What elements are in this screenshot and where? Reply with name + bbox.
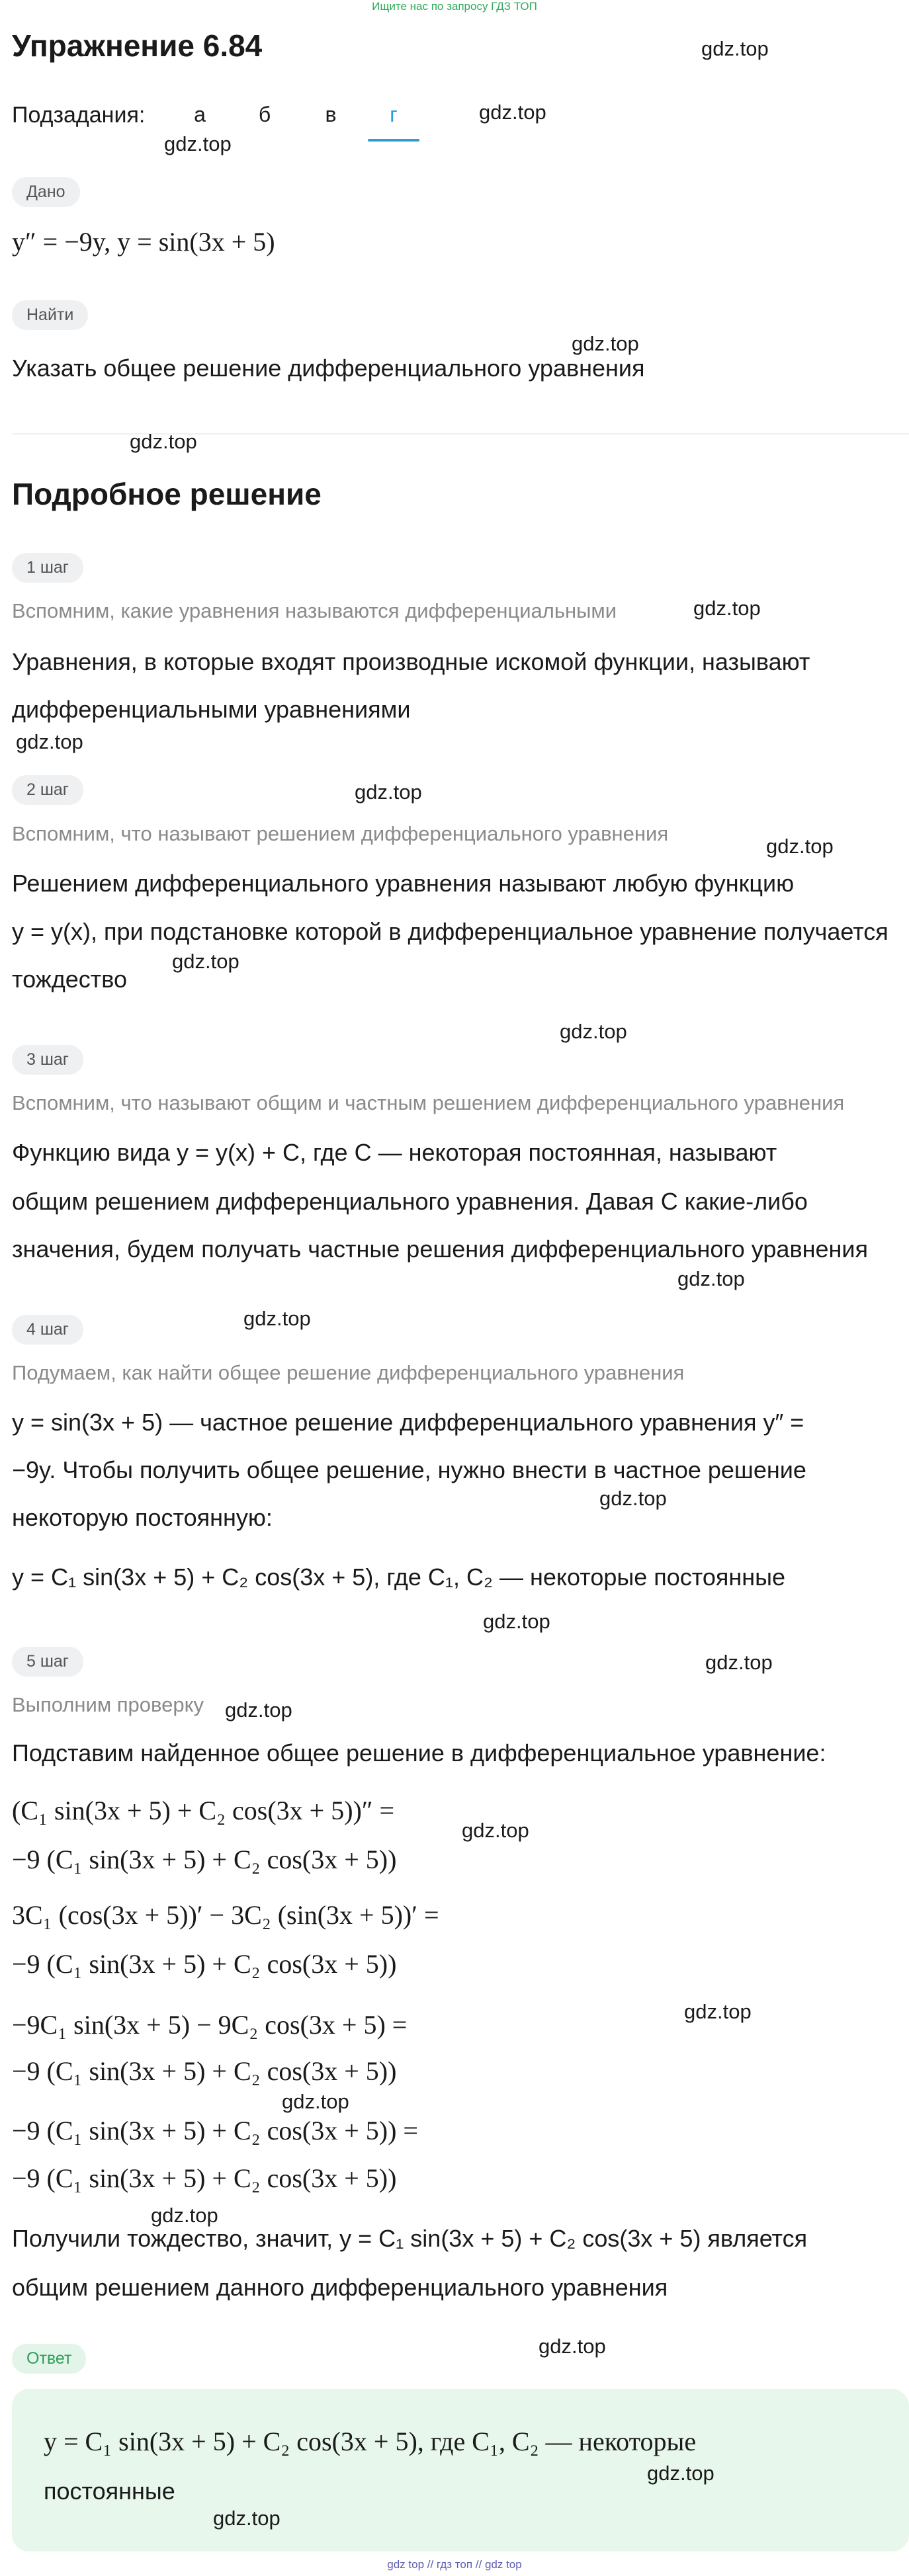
tab-a[interactable]: а [194, 103, 206, 126]
step-3-line: Функцию вида y = y(x) + C, где C — некоторая постоянная, называют [12, 1139, 777, 1166]
tab-v[interactable]: в [325, 103, 337, 126]
step-4-chip: 4 шаг [12, 1315, 83, 1345]
watermark: gdz.top [647, 2462, 714, 2485]
step-2-line: тождество [12, 966, 128, 993]
equation-line: −9 (C₁ sin(3x + 5) + C₂ cos(3x + 5)) = [12, 2116, 418, 2145]
step-1-line: дифференциальными уравнениями [12, 696, 411, 723]
step-4-hint: Подумаем, как найти общее решение дифференциального уравнения [12, 1361, 685, 1384]
watermark: gdz.top [599, 1487, 667, 1510]
equation-line: 3C₁ (cos(3x + 5))′ − 3C₂ (sin(3x + 5))′ = [12, 1900, 439, 1930]
watermark: gdz.top [483, 1610, 550, 1633]
active-tab-indicator [368, 139, 419, 142]
watermark: gdz.top [355, 780, 422, 804]
watermark: gdz.top [572, 332, 639, 355]
answer-line: y = C₁ sin(3x + 5) + C₂ cos(3x + 5), где C₁, C₂ — некоторые [44, 2427, 697, 2456]
step-2-hint: Вспомним, что называют решением дифференциального уравнения [12, 822, 669, 845]
find-chip: Найти [12, 300, 88, 330]
equation-line: −9 (C₁ sin(3x + 5) + C₂ cos(3x + 5)) [12, 1949, 397, 1979]
step-3-hint: Вспомним, что называют общим и частным решением дифференциального уравнения [12, 1091, 845, 1114]
tab-g[interactable]: г [390, 103, 398, 126]
step-4-line: некоторую постоянную: [12, 1504, 273, 1531]
top-banner: Ищите нас по запросу ГДЗ ТОП [372, 0, 537, 13]
watermark: gdz.top [151, 2204, 218, 2227]
watermark: gdz.top [693, 597, 761, 620]
watermark: gdz.top [462, 1819, 529, 1842]
step-2-line: Решением дифференциального уравнения называют любую функцию [12, 870, 795, 897]
find-text: Указать общее решение дифференциального уравнения [12, 354, 645, 382]
step-1-line: Уравнения, в которые входят производные искомой функции, называют [12, 648, 810, 675]
watermark: gdz.top [479, 101, 546, 124]
answer-chip: Ответ [12, 2344, 86, 2374]
watermark: gdz.top [16, 730, 83, 753]
equation-line: −9 (C₁ sin(3x + 5) + C₂ cos(3x + 5)) [12, 1845, 397, 1874]
answer-box [12, 2389, 909, 2552]
tab-b[interactable]: б [258, 103, 271, 126]
watermark: gdz.top [684, 2000, 752, 2023]
step-1-chip: 1 шаг [12, 553, 83, 583]
step-3-line: общим решением дифференциального уравнения. Давая C какие-либо [12, 1188, 808, 1215]
watermark: gdz.top [213, 2507, 281, 2530]
equation-line: −9 (C₁ sin(3x + 5) + C₂ cos(3x + 5)) [12, 2056, 397, 2086]
answer-line: постоянные [44, 2477, 175, 2505]
watermark: gdz.top [225, 1698, 292, 1722]
given-formula: y″ = −9y, y = sin(3x + 5) [12, 227, 275, 257]
step-2-chip: 2 шаг [12, 775, 83, 805]
step-4-line: −9y. Чтобы получить общее решение, нужно внести в частное решение [12, 1456, 806, 1483]
step-5-conclusion: Получили тождество, значит, y = C₁ sin(3x + 5) + C₂ cos(3x + 5) является [12, 2225, 808, 2252]
watermark: gdz.top [539, 2335, 606, 2358]
equation-line: −9 (C₁ sin(3x + 5) + C₂ cos(3x + 5)) [12, 2163, 397, 2193]
step-3-line: значения, будем получать частные решения дифференциального уравнения [12, 1235, 868, 1263]
watermark: gdz.top [701, 37, 769, 60]
footer: gdz top // гдз топ // gdz top [387, 2558, 522, 2571]
equation-line: −9C₁ sin(3x + 5) − 9C₂ cos(3x + 5) = [12, 2010, 408, 2040]
watermark: gdz.top [560, 1020, 627, 1043]
watermark: gdz.top [677, 1267, 745, 1290]
step-2-line: y = y(x), при подстановке которой в дифференциальное уравнение получается [12, 918, 888, 945]
step-3-chip: 3 шаг [12, 1045, 83, 1075]
watermark: gdz.top [172, 950, 239, 973]
equation-line: (C₁ sin(3x + 5) + C₂ cos(3x + 5))″ = [12, 1796, 395, 1825]
watermark: gdz.top [243, 1307, 311, 1330]
step-5-conclusion: общим решением данного дифференциального уравнения [12, 2274, 668, 2301]
watermark: gdz.top [705, 1651, 773, 1674]
step-4-line: y = C₁ sin(3x + 5) + C₂ cos(3x + 5), где C₁, C₂ — некоторые постоянные [12, 1563, 786, 1591]
page-title: Упражнение 6.84 [12, 28, 263, 63]
watermark: gdz.top [130, 430, 197, 453]
watermark: gdz.top [164, 132, 232, 155]
subtasks-label: Подзадания: [12, 103, 146, 128]
watermark: gdz.top [766, 835, 834, 858]
step-5-intro: Подставим найденное общее решение в дифференциальное уравнение: [12, 1739, 826, 1766]
solution-title: Подробное решение [12, 477, 322, 511]
given-chip: Дано [12, 177, 80, 207]
watermark: gdz.top [282, 2090, 349, 2113]
step-4-line: y = sin(3x + 5) — частное решение дифференциального уравнения y″ = [12, 1409, 804, 1436]
step-5-hint: Выполним проверку [12, 1693, 204, 1716]
step-5-chip: 5 шаг [12, 1647, 83, 1677]
step-1-hint: Вспомним, какие уравнения называются дифференциальными [12, 599, 617, 622]
